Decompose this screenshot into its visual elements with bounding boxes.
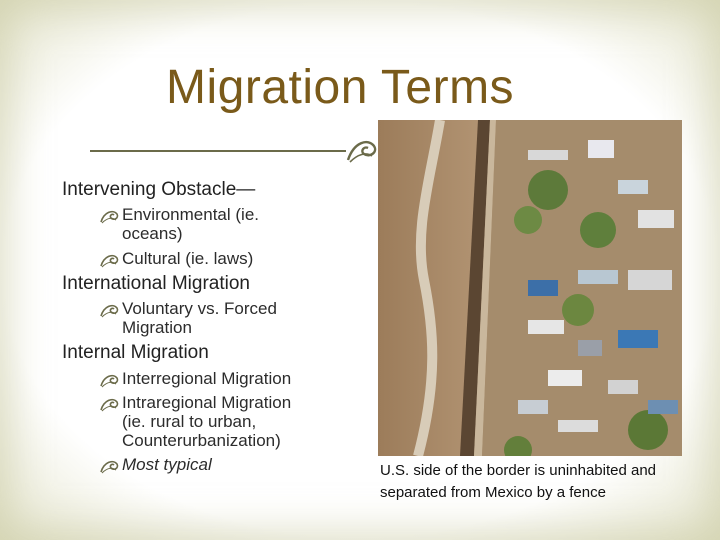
slide-title: Migration Terms [166, 61, 515, 114]
bullet-text: Environmental (ie. oceans) [122, 205, 260, 243]
swirl-bullet-icon [100, 208, 120, 224]
aerial-border-photo [378, 120, 682, 456]
title-divider-right [150, 150, 346, 152]
bullet-internal-migration: Internal Migration [62, 342, 209, 363]
photo-caption: U.S. side of the border is uninhabited and separated from Mexico by a fence [380, 462, 657, 501]
swirl-bullet-icon [100, 252, 120, 268]
bullet-intervening-obstacle: Intervening Obstacle— [62, 179, 256, 200]
aerial-border-illustration [378, 120, 682, 456]
title-divider-left [90, 150, 150, 152]
bullet-text: Voluntary vs. Forced Migration [122, 299, 277, 337]
bullet-text: Cultural (ie. laws) [122, 249, 254, 268]
bullet-text: Intraregional Migration (ie. rural to urban, Counterurbanization) [122, 393, 292, 450]
bullet-international-migration: International Migration [62, 273, 250, 294]
bullet-text: Most typical [122, 455, 212, 474]
swirl-bullet-icon [100, 302, 120, 318]
bullet-text: Interregional Migration [122, 369, 292, 388]
swirl-bullet-icon [100, 372, 120, 388]
swirl-bullet-icon [100, 458, 120, 474]
swirl-divider-icon [346, 136, 378, 164]
swirl-bullet-icon [100, 396, 120, 412]
